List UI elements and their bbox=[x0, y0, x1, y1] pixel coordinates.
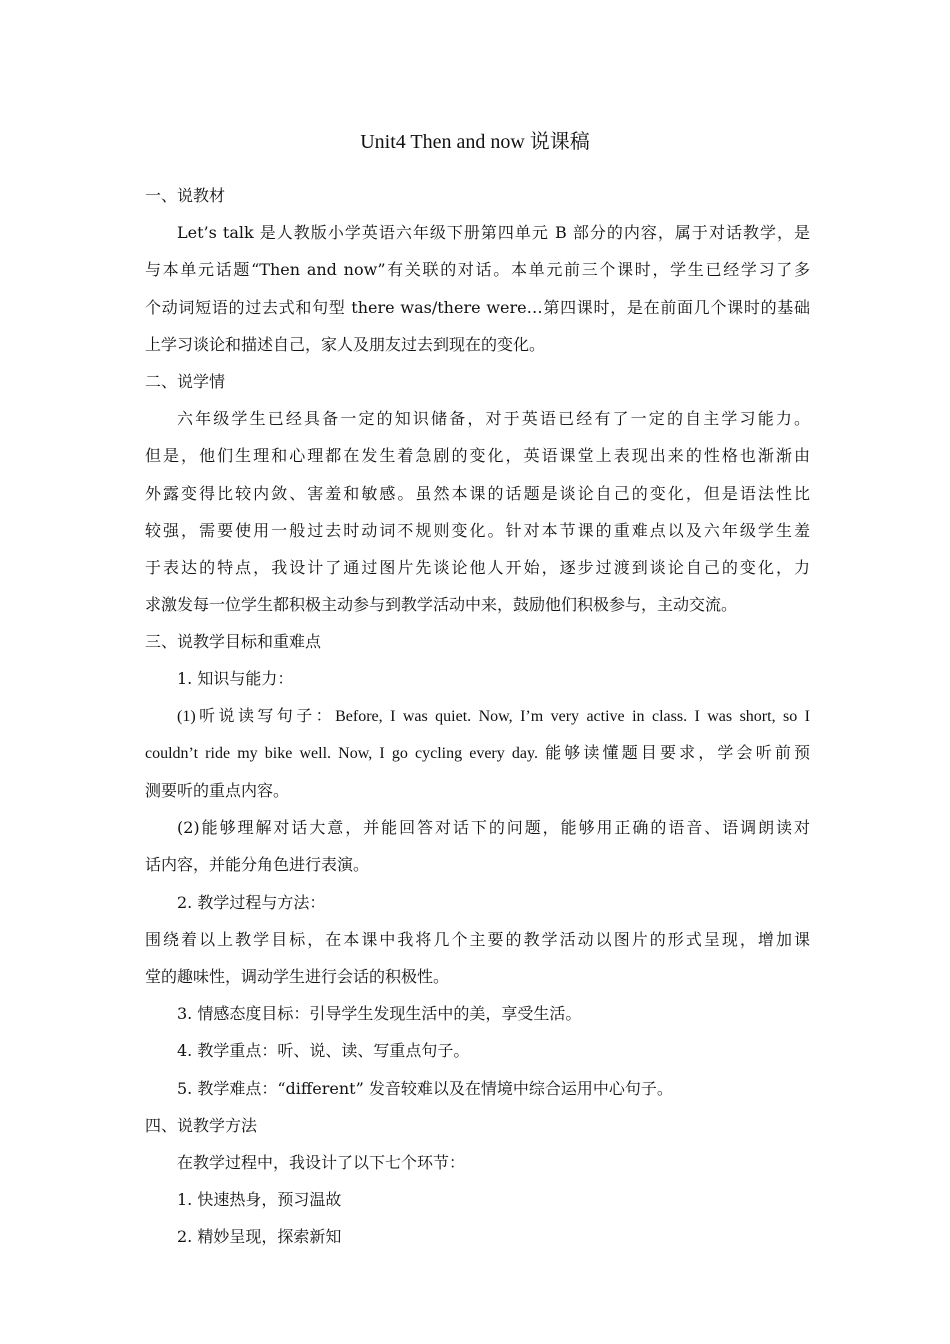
paragraph-line: 个动词短语的过去式和句型 there was/there were…第四课时，是在前面几个课时的基础 bbox=[145, 297, 810, 317]
paragraph-line: Let’s talk 是人教版小学英语六年级下册第四单元 B 部分的内容，属于对话教学，是 bbox=[177, 223, 810, 243]
list-item: 3. 情感态度目标：引导学生发现生活中的美，享受生活。 bbox=[177, 1004, 582, 1024]
paragraph-line: 堂的趣味性，调动学生进行会话的积极性。 bbox=[145, 966, 450, 986]
section-heading-students: 二、说学情 bbox=[145, 371, 226, 391]
paragraph-line: 上学习谈论和描述自己，家人及朋友过去到现在的变化。 bbox=[145, 334, 546, 354]
list-item: 5. 教学难点：“different” 发音较难以及在情境中综合运用中心句子。 bbox=[177, 1078, 673, 1098]
paragraph-line: 较强，需要使用一般过去时动词不规则变化。针对本节课的重难点以及六年级学生羞 bbox=[145, 520, 810, 540]
section-heading-methods: 四、说教学方法 bbox=[145, 1115, 258, 1135]
document-title: Unit4 Then and now 说课稿 bbox=[360, 131, 590, 153]
paragraph-line: 外露变得比较内敛、害羞和敏感。虽然本课的话题是谈论自己的变化，但是语法性比 bbox=[145, 483, 810, 503]
paragraph-line: 测要听的重点内容。 bbox=[145, 781, 290, 800]
list-item: 2. 精妙呈现，探索新知 bbox=[177, 1227, 342, 1247]
paragraph-line: 围绕着以上教学目标，在本课中我将几个主要的教学活动以图片的形式呈现，增加课 bbox=[145, 929, 810, 949]
list-item: 2. 教学过程与方法： bbox=[177, 892, 326, 912]
paragraph-line: couldn’t ride my bike well. Now, I go cycling every day. 能够读懂题目要求，学会听前预 bbox=[145, 744, 810, 762]
paragraph-line: (1)听说读写句子：Before, I was quiet. Now, I’m very active in class. I was short, so I bbox=[177, 707, 810, 725]
list-item: 4. 教学重点：听、说、读、写重点句子。 bbox=[177, 1041, 470, 1061]
paragraph-line: 与本单元话题“Then and now”有关联的对话。本单元前三个课时，学生已经学习了多 bbox=[145, 260, 810, 280]
section-heading-objectives: 三、说教学目标和重难点 bbox=[145, 632, 322, 652]
list-item: 1. 快速热身，预习温故 bbox=[177, 1190, 342, 1210]
list-item: 1. 知识与能力： bbox=[177, 669, 294, 689]
document-body bbox=[145, 177, 810, 1255]
paragraph-line: 话内容，并能分角色进行表演。 bbox=[145, 855, 370, 875]
paragraph-line: 于表达的特点，我设计了通过图片先谈论他人开始，逐步过渡到谈论自己的变化，力 bbox=[145, 557, 810, 577]
paragraph-line: 在教学过程中，我设计了以下七个环节： bbox=[177, 1152, 466, 1172]
paragraph-line: 求激发每一位学生都积极主动参与到教学活动中来，鼓励他们积极参与，主动交流。 bbox=[145, 595, 738, 615]
paragraph-line: 但是，他们生理和心理都在发生着急剧的变化，英语课堂上表现出来的性格也渐渐由 bbox=[145, 446, 810, 466]
paragraph-line: (2)能够理解对话大意，并能回答对话下的问题，能够用正确的语音、语调朗读对 bbox=[177, 818, 810, 838]
paragraph-line: 六年级学生已经具备一定的知识储备，对于英语已经有了一定的自主学习能力。 bbox=[177, 409, 810, 429]
section-heading-textbook: 一、说教材 bbox=[145, 186, 226, 205]
